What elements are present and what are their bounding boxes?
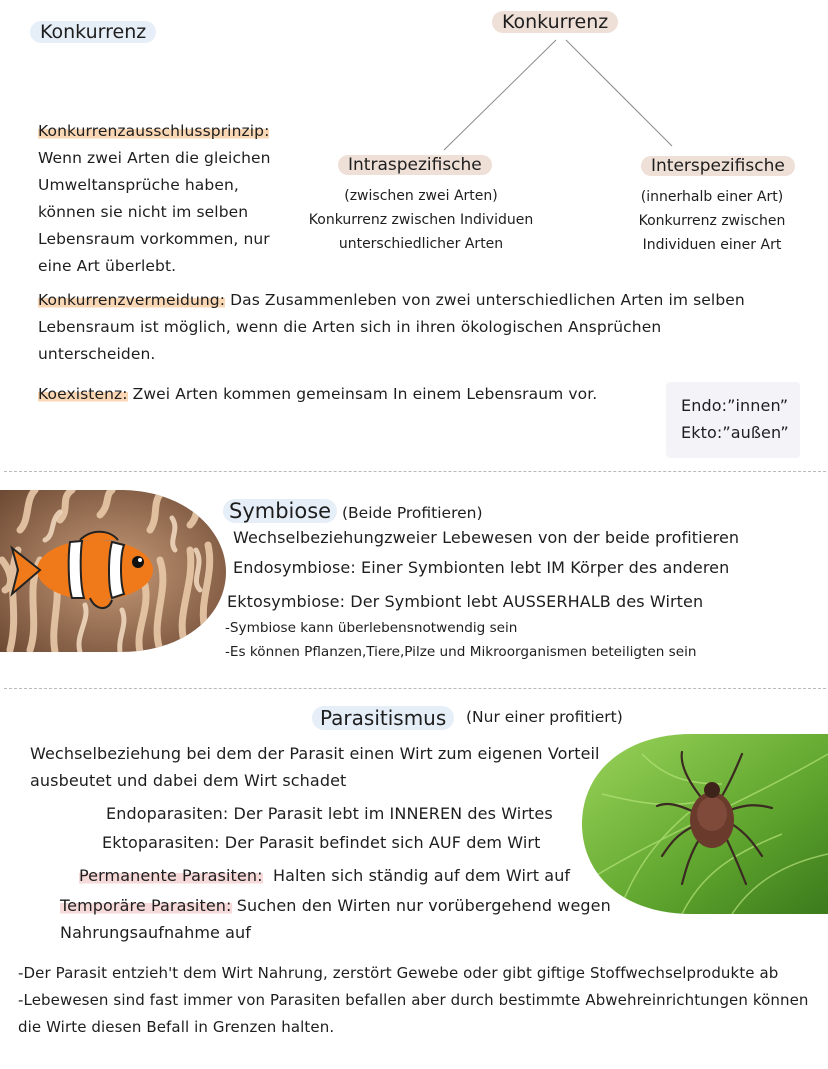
symbiose-note-1: -Symbiose kann überlebensnotwendig sein: [225, 620, 518, 636]
parasitismus-subtitle: (Nur einer profitiert): [466, 708, 623, 726]
divider-1: [4, 471, 826, 472]
parasitismus-note-3: die Wirte diesen Befall in Grenzen halten.: [18, 1018, 335, 1036]
temporaere-parasiten-term: Temporäre Parasiten:: [60, 896, 232, 915]
tree-line-left: [444, 40, 556, 150]
koexistenz-term: Koexistenz:: [38, 385, 128, 403]
intraspezifische-description: (zwischen zwei Arten) Konkurrenz zwischen Individuen unterschiedlicher Arten: [308, 188, 534, 252]
konkurrenz-heading: Konkurrenz: [30, 19, 156, 45]
konkurrenzausschlussprinzip-block: Konkurrenzausschlussprinzip: Wenn zwei Arten die gleichen Umweltansprüche haben, können sie nicht im selben Lebensraum vorkommen, nur eine Art überlebt.: [38, 122, 271, 275]
parasitismus-notes: [18, 960, 824, 1041]
konkurrenzvermeidung-block: Konkurrenzvermeidung: Das Zusammenleben von zwei unterschiedlichen Arten im selben Lebensraum ist möglich, wenn die Arten sich in ihren ökologischen Ansprüchen unterscheiden.: [38, 291, 745, 363]
endosymbiose-text: Endosymbiose: Einer Symbionten lebt IM Körper des anderen: [233, 558, 730, 577]
clownfish-image: [0, 490, 226, 652]
symbiose-definition: Wechselbeziehungzweier Lebewesen von der beide profitieren: [233, 528, 740, 547]
interspezifische-description: (innerhalb einer Art) Konkurrenz zwischen Individuen einer Art: [638, 189, 786, 253]
parasitismus-note-1: -Der Parasit entzieh't dem Wirt Nahrung, zerstört Gewebe oder gibt giftige Stoffwechselprodukte ab: [18, 964, 779, 982]
symbiose-subtitle: (Beide Profitieren): [342, 504, 483, 522]
divider-2: [4, 688, 826, 689]
symbiose-title: Symbiose: [223, 497, 337, 525]
parasitismus-note-2: -Lebewesen sind fast immer von Parasiten befallen aber durch bestimmte Abwehreinrichtungen können: [18, 991, 809, 1009]
permanente-parasiten-term: Permanente Parasiten:: [79, 866, 263, 885]
temporaere-parasiten-block: Temporäre Parasiten: Suchen den Wirten nur vorübergehend wegen Nahrungsaufnahme auf: [60, 896, 611, 942]
koexistenz-block: Koexistenz: Zwei Arten kommen gemeinsam In einem Lebensraum vor.: [38, 385, 598, 403]
konkurrenzausschlussprinzip-term: Konkurrenzausschlussprinzip:: [38, 122, 270, 140]
tree-root-label: Konkurrenz: [492, 8, 618, 36]
ektoparasiten-text: Ektoparasiten: Der Parasit befindet sich AUF dem Wirt: [102, 833, 541, 852]
ektosymbiose-text: Ektosymbiose: Der Symbiont lebt AUSSERHALB des Wirten: [227, 592, 704, 611]
parasitismus-definition: Wechselbeziehung bei dem der Parasit einen Wirt zum eigenen Vorteil ausbeutet und dabei dem Wirt schadet: [30, 744, 600, 790]
intraspezifische-label: Intraspezifische: [338, 152, 492, 178]
symbiose-note-2: -Es können Pflanzen,Tiere,Pilze und Mikroorganismen beteiligten sein: [225, 644, 697, 660]
parasitismus-title: Parasitismus: [312, 704, 454, 732]
konkurrenzvermeidung-term: Konkurrenzvermeidung:: [38, 291, 226, 309]
endo-ekto-note: Endo:”innen” Ekto:”außen”: [666, 382, 800, 458]
tree-line-right: [566, 40, 672, 146]
endoparasiten-text: Endoparasiten: Der Parasit lebt im INNEREN des Wirtes: [106, 804, 553, 823]
permanente-parasiten-block: Permanente Parasiten: Halten sich ständig auf dem Wirt auf: [79, 866, 571, 885]
interspezifische-label: Interspezifische: [641, 153, 795, 179]
